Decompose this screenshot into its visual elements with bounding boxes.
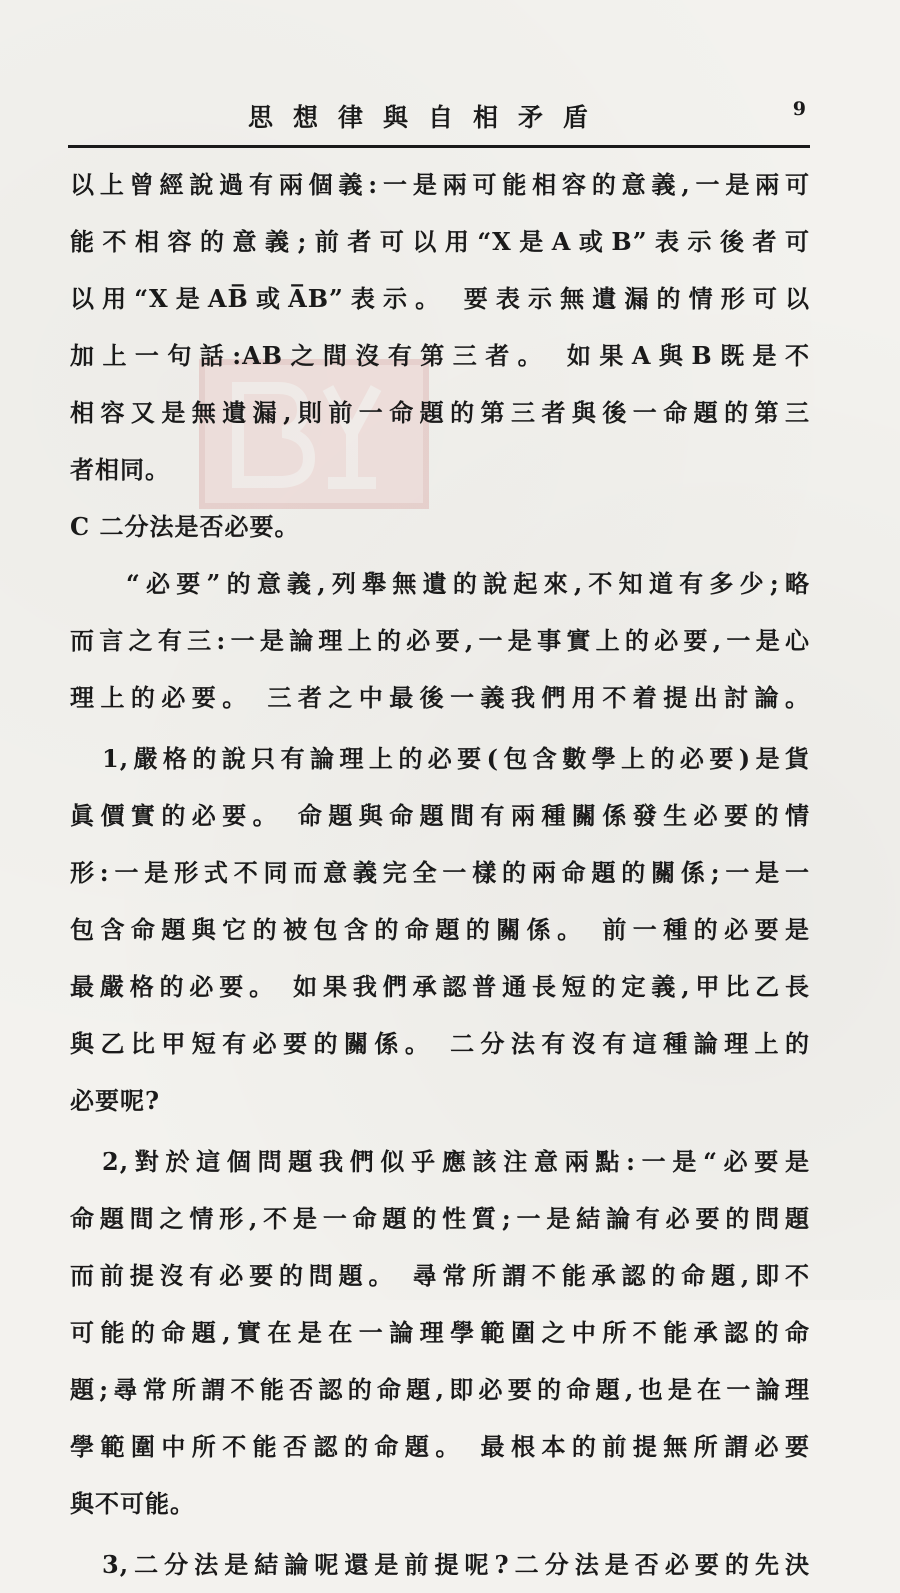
text-line: 與不可能。 [70, 1489, 195, 1518]
text-line: 必要呢? [70, 1086, 161, 1115]
running-title: 思想律與自相矛盾 [248, 103, 609, 132]
text-line: 最嚴格的必要。 如果我們承認普通長短的定義,甲比乙長 [70, 972, 810, 1001]
text-line: 加上一句話:AB之間沒有第三者。 如果A與B既是不 [70, 341, 810, 370]
text-line: 而言之有三:一是論理上的必要,一是事實上的必要,一是心 [70, 626, 810, 655]
text-line: 者相同。 [70, 455, 170, 484]
body-text [70, 156, 810, 1593]
text-line: 學範圍中所不能否認的命題。 最根本的前提無所謂必要 [70, 1432, 810, 1461]
text-line: 題;尋常所謂不能否認的命題,即必要的命題,也是在一論理 [70, 1375, 810, 1404]
text-line: 可能的命題,實在是在一論理學範圍之中所不能承認的命 [70, 1318, 810, 1347]
text-line: 以上曾經說過有兩個義:一是兩可能相容的意義,一是兩可 [70, 170, 810, 199]
text-line: 3,二分法是結論呢還是前提呢?二分法是否必要的先決 [102, 1550, 810, 1579]
page-header [68, 96, 810, 136]
text-line: 而前提沒有必要的問題。 尋常所謂不能承認的命題,即不 [70, 1261, 810, 1290]
text-line: 以用“X是AB̅或A̅B”表示。 要表示無遺漏的情形可以 [70, 284, 810, 313]
text-line: “必要”的意義,列舉無遺的說起來,不知道有多少;略 [126, 569, 810, 598]
text-line: 1,嚴格的說只有論理上的必要(包含數學上的必要)是貨 [102, 744, 810, 773]
text-line: 能不相容的意義;前者可以用“X是A或B”表示後者可 [70, 227, 810, 256]
page-number: 9 [792, 98, 806, 120]
text-line: 與乙比甲短有必要的關係。 二分法有沒有這種論理上的 [70, 1029, 810, 1058]
text-line: 相容又是無遺漏,則前一命題的第三者與後一命題的第三 [70, 398, 810, 427]
section-heading: C 二分法是否必要。 [70, 512, 300, 541]
text-line: 眞價實的必要。 命題與命題間有兩種關係發生必要的情 [70, 801, 810, 830]
text-line: 理上的必要。 三者之中最後一義我們用不着提出討論。 [70, 683, 810, 712]
text-line: 包含命題與它的被包含的命題的關係。 前一種的必要是 [70, 915, 810, 944]
text-line: 2,對於這個問題我們似乎應該注意兩點:一是“必要是 [102, 1147, 810, 1176]
header-rule [68, 145, 810, 148]
text-line: 形:一是形式不同而意義完全一樣的兩命題的關係;一是一 [70, 858, 810, 887]
text-line: 命題間之情形,不是一命題的性質;一是結論有必要的問題 [70, 1204, 810, 1233]
